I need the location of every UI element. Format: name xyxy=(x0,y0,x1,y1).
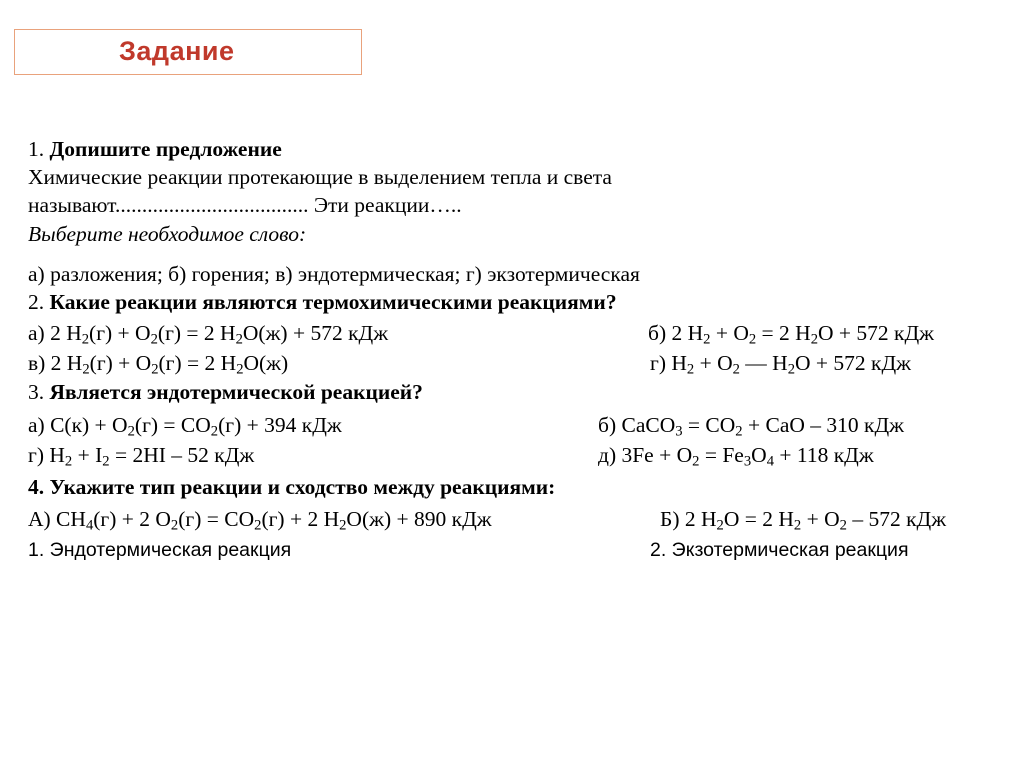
q2-option-b xyxy=(648,319,934,347)
q1-heading-line xyxy=(28,135,282,163)
q3-d-t2: O xyxy=(751,443,767,467)
q2-g-s2: 2 xyxy=(732,361,740,378)
q4-A-s3: 2 xyxy=(254,517,262,534)
q2-v-s1: 2 xyxy=(82,361,90,378)
q3-number: 3. xyxy=(28,380,45,404)
q2-g-s1: 2 xyxy=(686,361,695,378)
q2-option-g xyxy=(650,349,911,377)
q3-d-s3: 4 xyxy=(766,453,774,470)
q4-reaction-A xyxy=(28,505,492,533)
q4-A-t0: А) CH xyxy=(28,507,86,531)
title-box xyxy=(14,29,362,75)
q3-g-t0: г) H xyxy=(28,443,65,467)
q2-a-t1: (г) + O xyxy=(89,321,151,345)
q3-d-t3: + 118 кДж xyxy=(774,443,874,467)
q3-a-t1: (г) = CO xyxy=(134,413,211,437)
q4-heading-line xyxy=(28,473,555,501)
q3-heading-line xyxy=(28,378,423,406)
q2-b-s2: 2 xyxy=(748,331,757,348)
q4-B-t2: + O xyxy=(801,507,840,531)
q4-reaction-B xyxy=(660,505,946,533)
q2-g-t1: + O xyxy=(694,351,733,375)
q4-option-1: 1. Эндотермическая реакция xyxy=(28,539,292,561)
q3-g-s2: 2 xyxy=(102,453,110,470)
q2-v-t2: (г) = 2 H xyxy=(158,351,237,375)
q3-g-s1: 2 xyxy=(64,453,73,470)
q3-b-t0: б) CaCO xyxy=(598,413,676,437)
q4-A-t2: (г) = CO xyxy=(178,507,255,531)
q2-b-t2: = 2 H xyxy=(756,321,811,345)
q2-option-v xyxy=(28,349,288,377)
q3-d-s2: 3 xyxy=(743,453,752,470)
q4-B-s3: 2 xyxy=(839,517,847,534)
q3-b-t1: = CO xyxy=(682,413,736,437)
q3-b-s2: 2 xyxy=(735,423,743,440)
q2-v-s3: 2 xyxy=(236,361,244,378)
q2-v-t1: (г) + O xyxy=(89,351,152,375)
q2-a-s3: 2 xyxy=(235,331,243,348)
q2-v-t0: в) 2 H xyxy=(28,351,83,375)
q3-d-s1: 2 xyxy=(692,453,700,470)
q2-v-t3: O(ж) xyxy=(243,351,289,375)
q4-A-s4: 2 xyxy=(339,517,347,534)
q3-option-d xyxy=(598,441,874,469)
page-title: Задание xyxy=(119,36,235,66)
q4-heading: 4. Укажите тип реакции и сходство между реакциями: xyxy=(28,475,556,499)
q3-a-s1: 2 xyxy=(127,423,135,440)
q4-B-s2: 2 xyxy=(793,517,802,534)
q4-A-t4: O(ж) + 890 кДж xyxy=(346,507,492,531)
q2-g-t2: — H xyxy=(739,351,788,375)
q1-heading: Допишите предложение xyxy=(49,137,282,161)
q4-B-t3: – 572 кДж xyxy=(846,507,947,531)
q3-a-s2: 2 xyxy=(210,423,219,440)
q2-heading-line xyxy=(28,288,617,316)
q2-option-a xyxy=(28,319,388,347)
q3-g-t2: = 2HI – 52 кДж xyxy=(109,443,255,467)
q2-b-s1: 2 xyxy=(703,331,711,348)
q3-a-t2: (г) + 394 кДж xyxy=(218,413,342,437)
q3-heading: Является эндотермической реакцией? xyxy=(49,380,423,404)
q3-d-t0: д) 3Fe + O xyxy=(598,443,693,467)
q4-A-t1: (г) + 2 O xyxy=(93,507,171,531)
q2-a-s2: 2 xyxy=(150,331,158,348)
q2-b-t3: O + 572 кДж xyxy=(818,321,935,345)
q3-option-a xyxy=(28,411,342,439)
q2-b-s3: 2 xyxy=(810,331,819,348)
q3-d-t1: = Fe xyxy=(699,443,744,467)
q2-g-s3: 2 xyxy=(787,361,796,378)
q1-hint-line xyxy=(28,220,306,248)
q3-b-s1: 3 xyxy=(675,423,683,440)
q1-number: 1. xyxy=(28,137,45,161)
q3-option-b xyxy=(598,411,904,439)
q1-hint: Выберите необходимое слово: xyxy=(28,222,307,246)
q2-number: 2. xyxy=(28,290,45,314)
q4-A-s2: 2 xyxy=(170,517,179,534)
q4-B-t1: O = 2 H xyxy=(723,507,794,531)
q4-A-s1: 4 xyxy=(85,517,94,534)
q4-A-t3: (г) + 2 H xyxy=(261,507,340,531)
q4-B-s1: 2 xyxy=(716,517,724,534)
q4-option-2: 2. Экзотермическая реакция xyxy=(650,539,909,561)
q1-text-line2: называют.................................... Эти реакции….. xyxy=(28,193,462,217)
q2-a-t2: (г) = 2 H xyxy=(157,321,236,345)
q3-option-g xyxy=(28,441,254,469)
q1-options: а) разложения; б) горения; в) эндотермическая; г) экзотермическая xyxy=(28,262,640,286)
q3-g-t1: + I xyxy=(72,443,103,467)
q2-g-t0: г) H xyxy=(650,351,687,375)
q2-heading: Какие реакции являются термохимическими реакциями? xyxy=(49,290,617,314)
q2-g-t3: O + 572 кДж xyxy=(795,351,912,375)
q1-text-line1: Химические реакции протекающие в выделением тепла и света xyxy=(28,165,612,189)
q3-a-t0: а) C(к) + O xyxy=(28,413,128,437)
q2-v-s2: 2 xyxy=(151,361,159,378)
q2-a-t3: O(ж) + 572 кДж xyxy=(242,321,389,345)
q2-b-t0: б) 2 H xyxy=(648,321,704,345)
q3-b-t2: + CaO – 310 кДж xyxy=(742,413,904,437)
q2-a-t0: а) 2 H xyxy=(28,321,82,345)
q2-a-s1: 2 xyxy=(81,331,90,348)
q4-B-t0: Б) 2 H xyxy=(660,507,717,531)
q2-b-t1: + O xyxy=(710,321,749,345)
